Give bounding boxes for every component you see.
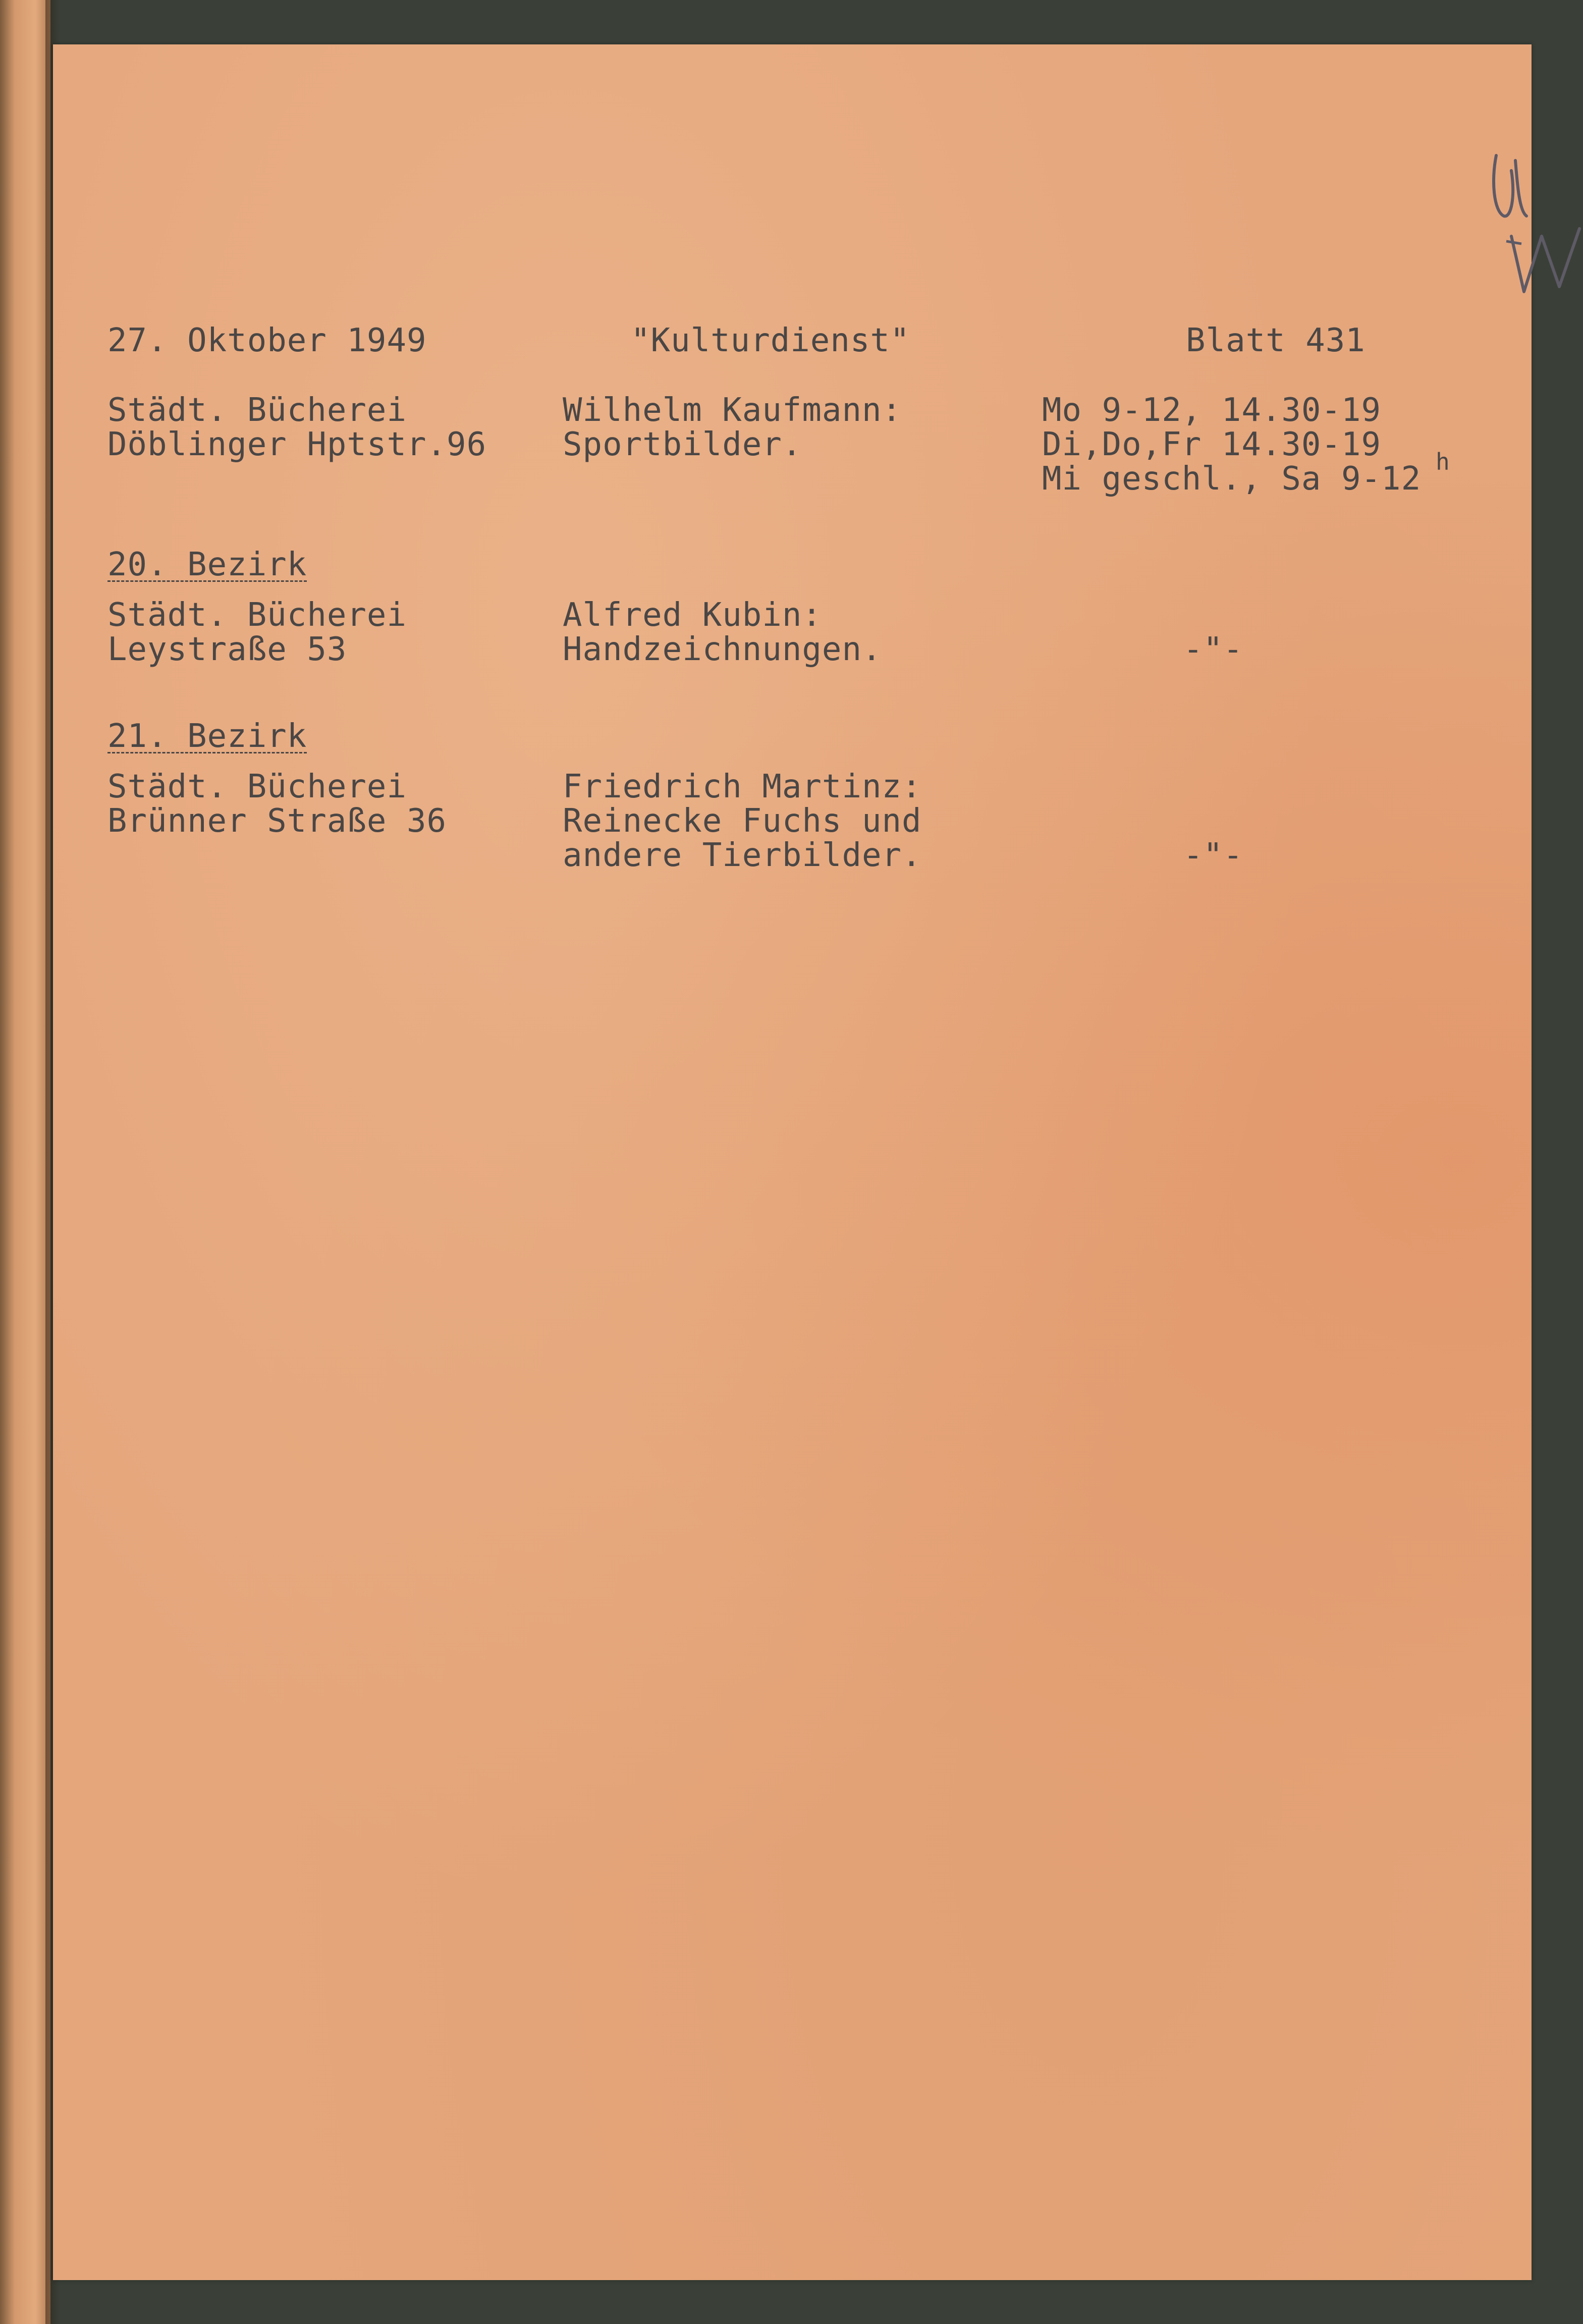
hours-superscript: h xyxy=(1436,448,1450,475)
district-heading: 21. Bezirk xyxy=(107,718,307,755)
hours-ditto: -"- xyxy=(1183,631,1243,668)
hours-line: Di,Do,Fr 14.30-19 xyxy=(1042,426,1382,463)
document-date: 27. Oktober 1949 xyxy=(107,322,427,359)
venue-line: Döblinger Hptstr.96 xyxy=(107,426,487,463)
venue-line: Leystraße 53 xyxy=(107,631,347,668)
venue-line: Städt. Bücherei xyxy=(107,768,407,805)
exhibition-line: Sportbilder. xyxy=(563,426,802,463)
hours-line: Mo 9-12, 14.30-19 xyxy=(1042,392,1382,429)
typewritten-sheet xyxy=(53,44,1532,2280)
hours-line: Mi geschl., Sa 9-12 xyxy=(1042,460,1422,498)
venue-line: Städt. Bücherei xyxy=(107,392,407,429)
venue-line: Brünner Straße 36 xyxy=(107,802,447,840)
previous-page-edge xyxy=(0,0,50,2324)
exhibition-line: andere Tierbilder. xyxy=(563,837,922,874)
venue-line: Städt. Bücherei xyxy=(107,597,407,634)
sheet-number: Blatt 431 xyxy=(1186,322,1366,359)
exhibition-line: Reinecke Fuchs und xyxy=(563,802,922,840)
document-title: "Kulturdienst" xyxy=(631,322,910,359)
exhibition-line: Handzeichnungen. xyxy=(563,631,882,668)
exhibition-line: Alfred Kubin: xyxy=(563,597,822,634)
exhibition-line: Friedrich Martinz: xyxy=(563,768,922,805)
district-heading: 20. Bezirk xyxy=(107,546,307,583)
pencil-annotation-mark xyxy=(1476,140,1583,312)
hours-ditto: -"- xyxy=(1183,837,1243,874)
exhibition-line: Wilhelm Kaufmann: xyxy=(563,392,902,429)
